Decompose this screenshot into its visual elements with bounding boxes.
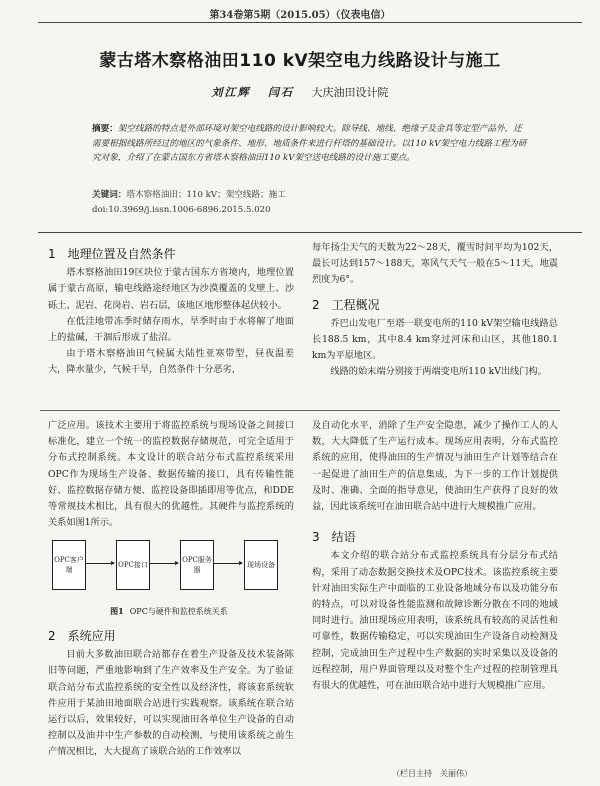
section-2-para: 线路的始末端分别接于两端变电所110 kV出线门构。 [330, 366, 547, 378]
figure-1-caption-text: OPC与硬件和监控系统关系 [129, 607, 228, 616]
section-1 [48, 244, 294, 379]
doi: doi:10.3969/j.issn.1006-6896.2015.5.020 [92, 204, 271, 215]
arrow-icon [214, 563, 242, 564]
figure-box-opc-interface: OPC接口 [116, 540, 150, 590]
figure-1-caption-number: 图1 [110, 606, 124, 616]
section-1-para: 塔木察格油田19区块位于蒙古国东方省境内，地理位置属于蒙古高原，输电线路途经地区为沙漠覆盖的戈壁上、沙砾土、泥岩、花岗岩、岩石层，该地区地形整体起伏较小。 [48, 267, 294, 311]
keywords-text: 塔木察格油田；110 kV；架空线路；施工 [126, 190, 286, 200]
section-2-para: 乔巴山发电厂至塔一联变电所的110 kV架空输电线路总长188.5 km，其中8.4 km穿过河床和山区，其他180.1 km为平原地区。 [312, 317, 558, 362]
header-rule [38, 22, 582, 23]
author-1: 刘江辉 [211, 86, 251, 99]
section-2-heading: 2 工程概况 [312, 297, 380, 312]
author-2: 闫石 [268, 86, 294, 99]
arrow-icon [150, 563, 178, 564]
article-break-rule [40, 410, 560, 411]
figure-box-field-device: 现场设备 [244, 540, 278, 590]
article-title: 蒙古塔木察格油田110 kV架空电力线路设计与施工 [99, 51, 501, 71]
keywords-block [92, 188, 528, 217]
section-1-cont-para: 每年扬尘天气的天数为22～28天，覆雪时间平均为102天，最长可达到157～188天，寒风气天气一般在5～11天，地震烈度为6°。 [312, 242, 558, 286]
section-2b-heading: 2 系统应用 [48, 629, 116, 643]
figure-box-opc-server: OPC服务器 [180, 540, 214, 590]
section-1-para: 由于塔木察格油田气候属大陆性亚寒带型，昼夜温差大，降水量少，气候干旱，自然条件十分恶劣， [48, 348, 294, 376]
abstract-label: 摘要： [92, 124, 118, 134]
section-3-para: 本文介绍的联合站分布式监控系统具有分层分布式结构，采用了动态数据交换技术及OPC技术。该监控系统主要针对油田实际生产中面临的工业设备地域分布以及功能分布的特点，可以对设备性能监测和故障诊断分散在不同的地域同时进行。油田现场应用表明，该系统具有较高的灵活性和可靠性，数据传输稳定，可以实现油田生产设备自动检测及控制，完成油田生产过程中生产数据的实时采集以及设备的远程控制，用户界面管理以及对整个生产过程的控制管理具有很大的优越性，可在油田联合站中进行大规模推广应用。 [312, 550, 558, 692]
abstract-rule [38, 232, 582, 233]
arrow-icon [86, 563, 114, 564]
section-1-heading: 1 地理位置及自然条件 [48, 247, 176, 261]
section-1-continued [312, 240, 558, 381]
left-lower-text [48, 418, 294, 531]
journal-header: 第34卷第5期（2015.05）（仪表电信） [209, 10, 391, 21]
right-lower-para: 及自动化水平，消除了生产安全隐患，减少了操作工人的人数，大大降低了生产运行成本。现场应用表明，分布式监控系统的应用，使得油田的生产情况与油田生产计划等结合在一起促进了油田生产的信息集成，为下一步的工作计划提供及时、准确、全面的指导意见，使油田生产获得了良好的效益，因此该系统可在油田联合站中进行大规模推广应用。 [312, 420, 558, 513]
left-lower-para: 广泛应用。该技术主要用于将监控系统与现场设备之间接口标准化，建立一个统一的监控数据存储规范，可完全适用于分布式控制系统。本文设计的联合站分布式监控系统采用OPC作为现场生产设备、数据传输的接口，具有传输性能好、监控数据存储方便、监控设备即插即用等优点，和DDE等常规技术相比，具有很大的优越性。其硬件与监控系统的关系如图1所示。 [48, 420, 294, 529]
figure-1 [48, 530, 290, 602]
author-line [0, 84, 600, 100]
column-editor-note: （栏目主持 关丽伟） [392, 769, 472, 778]
keywords-label: 关键词： [92, 190, 127, 200]
figure-1-caption [48, 606, 290, 617]
right-lower-text [312, 418, 558, 694]
affiliation: 大庆油田设计院 [311, 86, 389, 99]
abstract [92, 122, 528, 166]
figure-box-opc-client: OPC客户端 [52, 540, 86, 590]
section-2b [48, 626, 294, 761]
section-2b-para: 目前大多数油田联合站都存在着生产设备及技术装备陈旧等问题，严重地影响到了生产效率及生产安全。为了验证联合站分布式监控系统的安全性以及经济性，将该套系统软件应用于某油田地面联合站进行实践观察。该系统在联合站运行以后，效果较好，可以实现油田各单位生产设备的自动控制以及油井中生产参数的自动检测，与使用该系统之前生产情况相比，大大提高了该联合站的工作效率以 [48, 649, 294, 758]
section-3-heading: 3 结语 [312, 530, 356, 545]
abstract-text: 架空线路的特点是外部环境对架空电线路的设计影响较大。除导线、地线、绝缘子及金具等定型产品外，还需要根据线路所经过的地区的气象条件、地形、地质条件来进行杆塔的基础设计。以110 kV架空电力线路工程为研究对象，介绍了在蒙古国东方省塔木察格油田110 kV架空送电线路的设计施工要点。 [92, 124, 527, 164]
section-1-para: 在低洼地带冻季时储存雨水，旱季时由于水将解了地面上的盐碱，干涸后形成了盐沼。 [48, 315, 294, 344]
